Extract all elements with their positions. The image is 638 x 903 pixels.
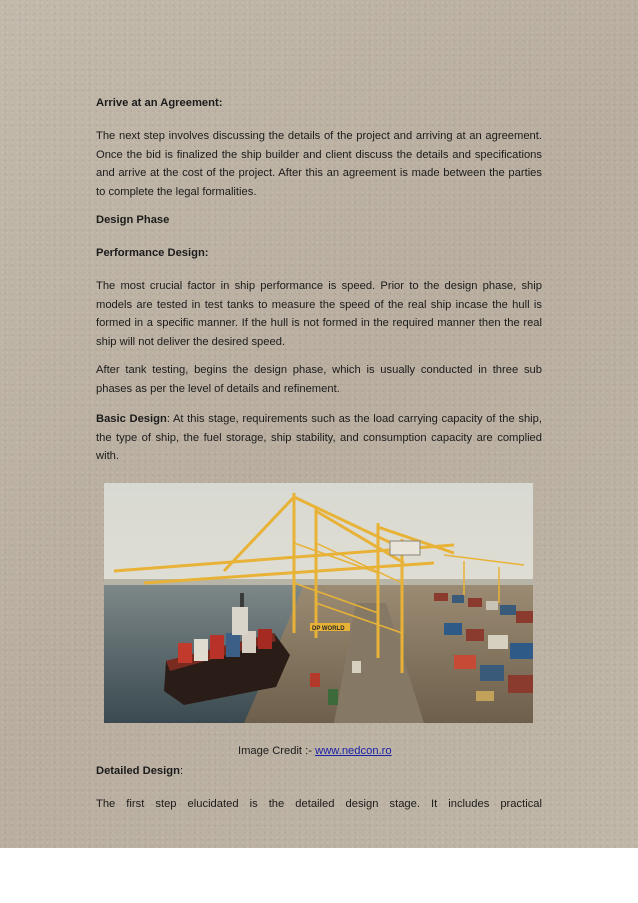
agreement-heading: Arrive at an Agreement:	[96, 97, 223, 109]
detailed-design-heading	[96, 762, 542, 781]
design-phase-heading: Design Phase	[96, 214, 170, 226]
agreement-paragraph: The next step involves discussing the details of the project and arriving at an agreement. Once the bid is finalized the ship builder and client discuss the details and specifications and arrive at the cost of the project. After this an agreement is made between the parties to complete the legal formalities.	[96, 130, 542, 198]
container-port-photo	[104, 483, 533, 723]
performance-design-paragraph: The most crucial factor in ship performance is speed. Prior to the design phase, ship models are tested in test tanks to measure the speed of the real ship incase the hull is formed in a specific manner. If the hull is not formed in the required manner then the real ship will not deliver the desired speed.	[96, 280, 542, 348]
detailed-design-paragraph: The first step elucidated is the detailed design stage. It includes practical	[96, 798, 542, 810]
basic-design-label: Basic Design	[96, 413, 167, 425]
detailed-design-colon: :	[179, 765, 184, 777]
image-credit-link[interactable]: www.nedcon.ro	[315, 745, 392, 757]
basic-design-paragraph	[96, 410, 542, 466]
tank-testing-paragraph: After tank testing, begins the design phase, which is usually conducted in three sub phases as per the level of details and refinement.	[96, 364, 542, 395]
detailed-design-label: Detailed Design	[96, 765, 180, 777]
image-credit	[238, 745, 392, 757]
basic-design-text: : At this stage, requirements such as the load carrying capacity of the ship, the type of ship, the fuel storage, ship stability, and consumption capacity are complied with.	[96, 413, 543, 462]
image-credit-prefix: Image Credit :-	[238, 745, 316, 757]
performance-design-heading: Performance Design:	[96, 247, 209, 259]
dp-world-sign: DP WORLD	[312, 626, 345, 632]
